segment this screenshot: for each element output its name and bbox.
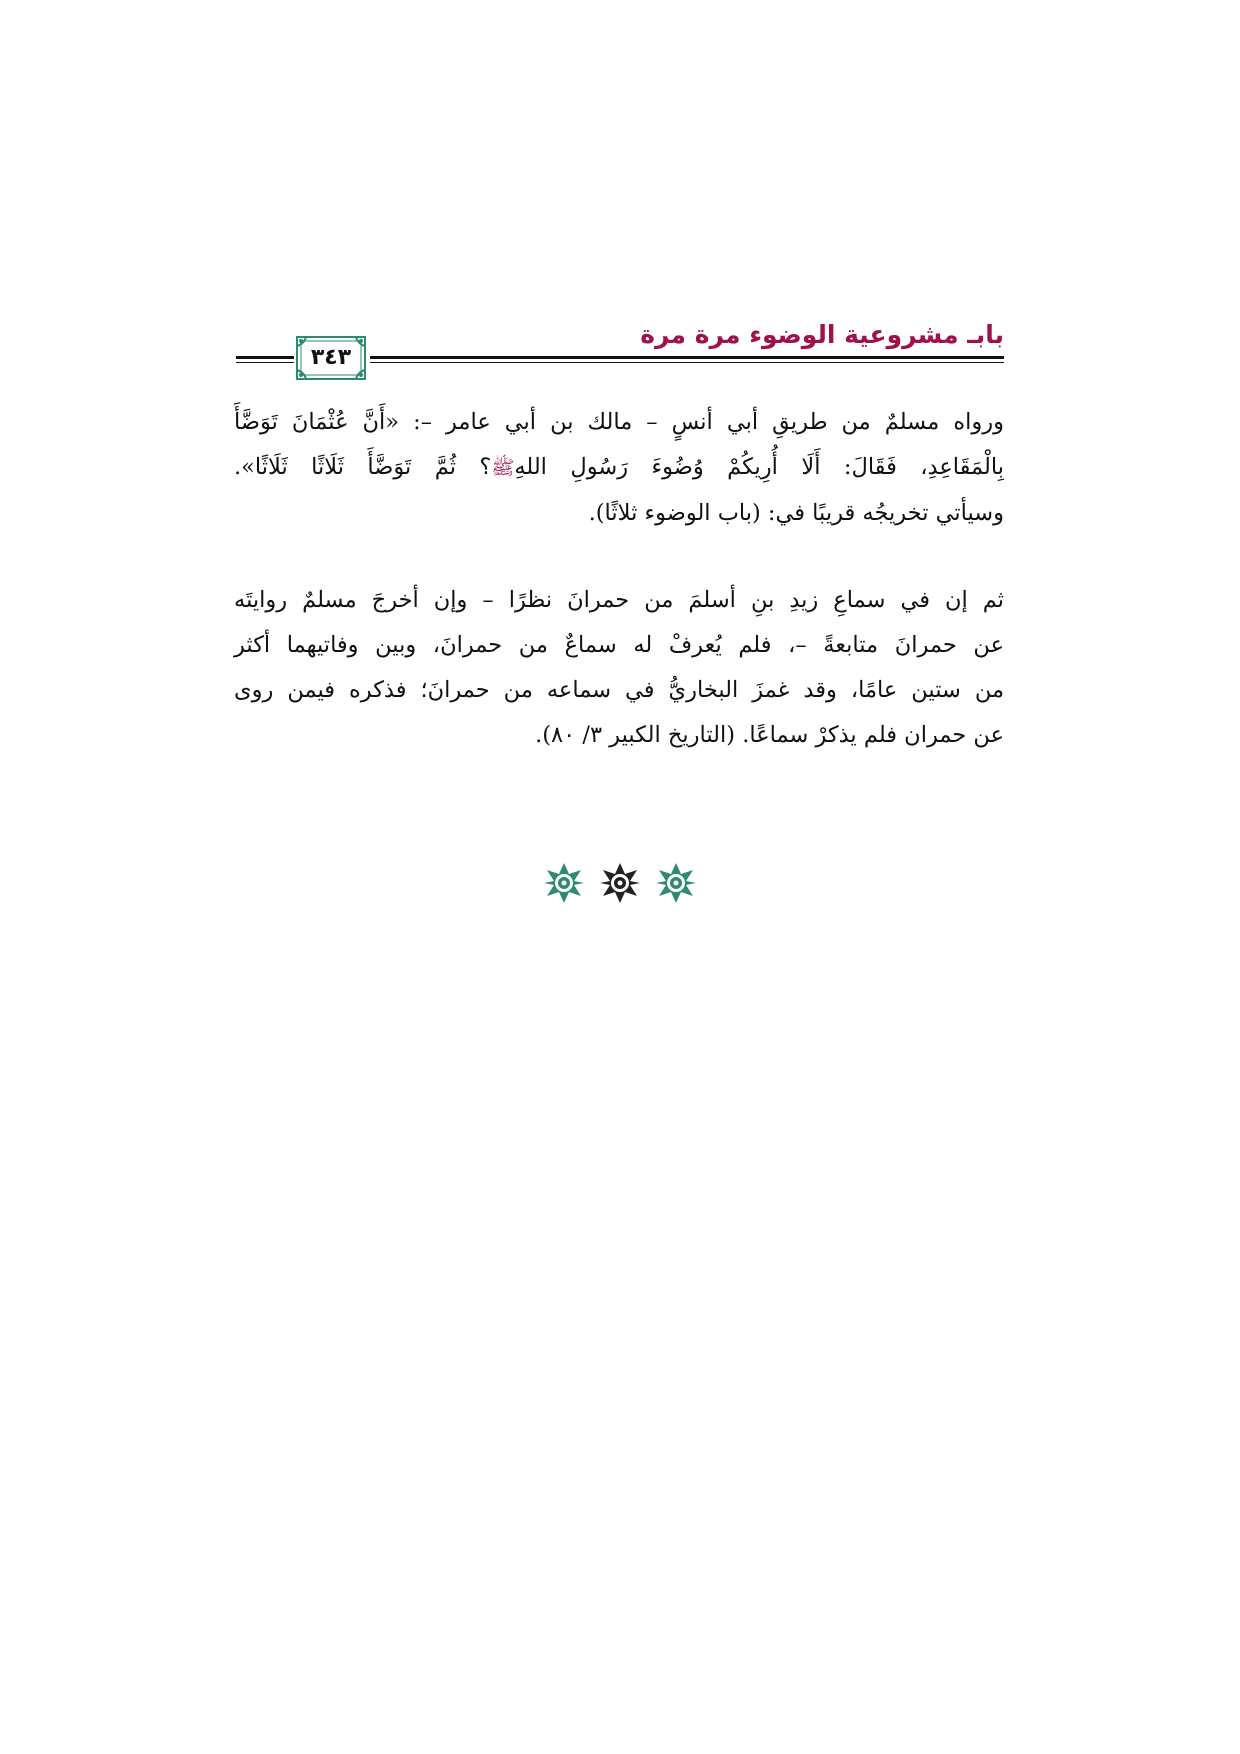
- page-number-badge: [296, 336, 366, 380]
- salawat-honorific: ﷺ: [491, 457, 515, 479]
- paragraph-2-line-2: عن حمرانَ متابعةً –، فلم يُعرفْ له سماعٌ من حمرانَ، وبين وفاتيهما أكثر: [234, 632, 1004, 658]
- section-end-ornaments: [520, 862, 720, 910]
- header-rule-right-top: [370, 356, 1004, 359]
- paragraph-1-line-2: [234, 445, 1004, 491]
- paragraph-1-line-2-end: ؟ ثُمَّ تَوَضَّأَ ثَلَاثًا ثَلَاثًا».: [234, 454, 492, 480]
- chapter-title: بابـ مشروعية الوضوء مرة مرة: [640, 320, 1004, 349]
- paragraph-2: [234, 578, 1004, 758]
- paragraph-2-line-3: من ستين عامًا، وقد غمزَ البخاريُّ في سماعه من حمرانَ؛ فذكره فيمن روى: [234, 677, 1004, 703]
- paragraph-1-line-3: وسيأتي تخريجُه قريبًا في: (باب الوضوء ثلاثًا).: [588, 500, 1004, 526]
- page-number: ٣٤٣: [310, 345, 352, 370]
- paragraph-2-line-1: ثم إن في سماعِ زيدِ بنِ أسلمَ من حمرانَ نظرًا – وإن أخرجَ مسلمٌ روايتَه: [234, 587, 1004, 613]
- header-rule-left-top: [236, 356, 294, 359]
- rosette-ornament-icon: [543, 862, 585, 904]
- paragraph-2-line-4: عن حمران فلم يذكرْ سماعًا. (التاريخ الكبير ٣/ ٨٠).: [535, 722, 1004, 748]
- header-rule-right-bottom: [370, 362, 1004, 363]
- rosette-ornament-icon: [655, 862, 697, 904]
- paragraph-1-line-1: ورواه مسلمٌ من طريقِ أبي أنسٍ – مالك بن أبي عامر –: «أَنَّ عُثْمَانَ تَوَضَّأَ: [234, 409, 1004, 435]
- paragraph-1-line-2-start: بِالْمَقَاعِدِ، فَقَالَ: أَلَا أُرِيكُمْ وُضُوءَ رَسُولِ اللهِ: [514, 454, 1004, 480]
- rosette-ornament-icon: [599, 862, 641, 904]
- paragraph-1: [234, 400, 1004, 536]
- header-rule-left-bottom: [236, 362, 294, 363]
